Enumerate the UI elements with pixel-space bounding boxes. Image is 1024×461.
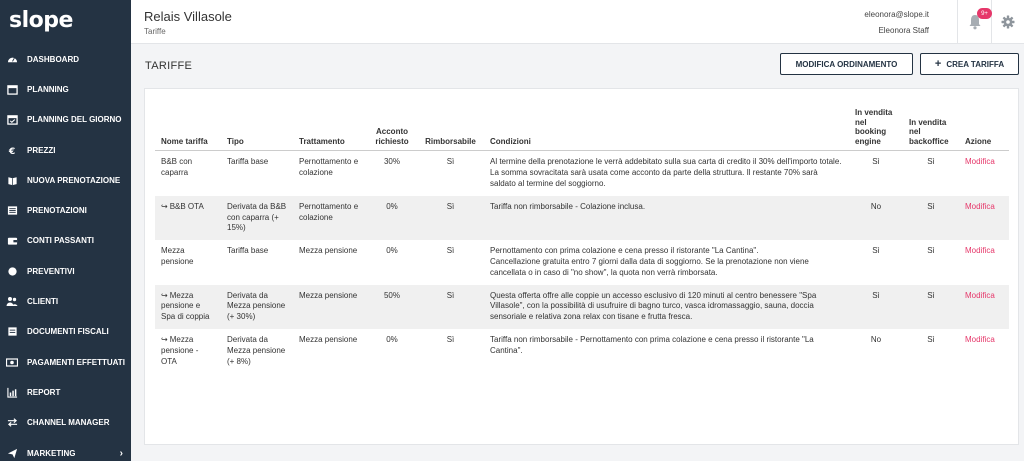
book-icon [6,174,18,186]
cell-deposit [367,196,417,240]
money-icon [6,356,18,368]
slope-logo[interactable]: slope [9,8,73,33]
rates-table-body [155,151,1009,373]
table-row [155,285,1009,329]
sidebar-item-clienti[interactable] [0,286,131,316]
condition-line: Questa offerta offre alle coppie un accesso esclusivo di 120 minuti al centro benessere "Spa Villasole", con la possibilità di usufruire di bagno turco, vasca idromassaggio, sauna, doccia sensoriale e relativa zona relax con tisane e frutta fresca. [490,290,817,322]
cell-refundable-text: Sì [446,201,455,211]
sidebar-item-planning[interactable] [0,74,131,104]
sidebar-item-channel-manager[interactable] [0,408,131,438]
col-header-refundable[interactable]: Rimborsabile [417,106,484,151]
cell-deposit-text: 50% [383,290,400,300]
cell-treatment [293,240,367,284]
cell-type-text: Tariffa base [227,246,269,256]
cell-booking-engine [849,329,903,373]
cell-deposit-text: 0% [386,246,398,256]
chart-icon [6,386,18,398]
sidebar-item-marketing[interactable] [0,438,131,461]
sidebar-item-conti-passanti[interactable] [0,226,131,256]
edit-rate-link[interactable] [959,329,1009,373]
condition-line: Tariffa non rimborsabile - Pernottamento con prima colazione e cena presso il ristorante "La Cantina". [490,334,814,355]
cell-deposit-text: 0% [386,334,398,344]
cell-booking-engine-text: Sì [872,290,880,300]
cell-type-text: Tariffa base [227,157,269,167]
col-header-deposit[interactable]: Acconto richiesto [367,106,417,151]
table-row [155,329,1009,373]
col-header-booking-engine[interactable]: In vendita nel booking engine [849,106,903,151]
cell-deposit-text: 30% [383,157,400,167]
cell-backoffice [903,151,959,196]
cell-refundable-text: Sì [446,334,455,344]
edit-rate-link[interactable] [959,285,1009,329]
cell-deposit [367,240,417,284]
table-row [155,240,1009,284]
cell-refundable [417,285,484,329]
calendar-check-icon [6,114,18,126]
sidebar-item-dashboard[interactable] [0,44,131,74]
cell-name [155,151,221,196]
col-header-action: Azione [959,106,1009,151]
edit-rate-link-text[interactable]: Modifica [965,246,995,256]
edit-rate-link-text[interactable]: Modifica [965,201,995,211]
cell-type-text: Derivata da Mezza pensione (+ 30%) [227,290,286,322]
edit-rate-link[interactable] [959,151,1009,196]
cell-backoffice-text: Sì [927,246,935,256]
cell-conditions [484,151,849,196]
cell-backoffice [903,329,959,373]
rate-name: B&B OTA [169,201,204,211]
hotel-name: Relais Villasole [144,9,232,24]
cell-type [221,285,293,329]
cell-refundable [417,196,484,240]
plus-icon: + [934,58,942,70]
table-row [155,151,1009,196]
sidebar-item-label: PLANNING DEL GIORNO [27,115,122,125]
derived-arrow-icon: ↪ [161,334,168,344]
notifications-button[interactable] [957,0,992,44]
cell-name [155,196,221,240]
document-icon [6,326,18,338]
dashboard-icon [6,53,18,65]
cell-booking-engine [849,151,903,196]
cell-refundable-text: Sì [446,290,455,300]
cell-treatment [293,285,367,329]
col-header-name[interactable]: Nome tariffa [155,106,221,151]
chevron-right-icon: › [119,447,123,459]
cell-conditions [484,240,849,284]
list-icon [6,205,18,217]
cell-backoffice-text: Sì [927,157,935,167]
edit-rate-link-text[interactable]: Modifica [965,334,995,344]
cell-treatment-text: Pernottamento e colazione [299,157,359,178]
sidebar-item-label: PAGAMENTI EFFETTUATI [27,357,125,367]
cell-conditions [484,196,849,240]
rates-table [155,106,1009,373]
sidebar-item-label: DOCUMENTI FISCALI [27,327,109,337]
sidebar-item-pagamenti-effettuati[interactable] [0,347,131,377]
cell-type [221,240,293,284]
cell-type-text: Derivata da B&B con caparra (+ 15%) [227,201,287,233]
sidebar-item-label: PLANNING [27,84,69,94]
rate-name: Mezza pensione - OTA [161,334,199,366]
sidebar-item-prezzi[interactable] [0,135,131,165]
rate-name: B&B con caparra [161,157,193,178]
cell-backoffice [903,285,959,329]
condition-line: Tariffa non rimborsabile - Colazione inclusa. [490,201,646,211]
table-header-row [155,106,1009,151]
cell-treatment [293,151,367,196]
table-row [155,196,1009,240]
cell-refundable-text: Sì [446,246,455,256]
cell-treatment-text: Mezza pensione [299,334,358,344]
condition-line: Al termine della prenotazione le verrà addebitato sulla sua carta di credito il 30% dell'importo totale. [490,157,842,167]
cell-name [155,329,221,373]
cell-treatment [293,196,367,240]
rate-name: Mezza pensione e Spa di coppia [161,290,210,322]
circle-icon [6,265,18,277]
cell-deposit [367,151,417,196]
sidebar-item-label: PREVENTIVI [27,266,75,276]
sidebar-item-prenotazioni[interactable] [0,195,131,225]
cell-treatment [293,329,367,373]
cell-refundable [417,151,484,196]
settings-button[interactable] [998,12,1018,32]
cell-booking-engine-text: Sì [872,157,880,167]
cell-conditions [484,329,849,373]
derived-arrow-icon: ↪ [161,290,168,300]
cell-type [221,151,293,196]
cell-refundable-text: Sì [446,157,455,167]
cell-deposit [367,285,417,329]
condition-line: Pernottamento con prima colazione e cena presso il ristorante "La Cantina". [490,246,759,256]
euro-icon [6,144,18,156]
top-bar [131,0,1024,44]
cell-treatment-text: Pernottamento e colazione [299,201,359,222]
sidebar-item-label: MARKETING [27,448,76,458]
sidebar-item-label: NUOVA PRENOTAZIONE [27,175,121,185]
cell-type [221,329,293,373]
sidebar-item-planning-del-giorno[interactable] [0,105,131,135]
rates-card [144,88,1019,445]
cell-type [221,196,293,240]
cell-name [155,285,221,329]
edit-rate-link[interactable] [959,196,1009,240]
edit-rate-link[interactable] [959,240,1009,284]
cell-treatment-text: Mezza pensione [299,290,358,300]
cell-backoffice [903,196,959,240]
breadcrumb: Tariffe [144,27,166,36]
create-rate-label: CREA TARIFFA [946,59,1005,69]
edit-order-label: MODIFICA ORDINAMENTO [795,59,898,69]
sidebar-item-label: PRENOTAZIONI [27,206,87,216]
cell-conditions [484,285,849,329]
sidebar-item-label: CLIENTI [27,297,59,307]
exchange-icon [6,417,18,429]
sidebar-item-documenti-fiscali[interactable] [0,317,131,347]
cell-refundable [417,329,484,373]
sidebar-item-label: CHANNEL MANAGER [27,418,110,428]
cell-booking-engine [849,285,903,329]
cell-name [155,240,221,284]
derived-arrow-icon: ↪ [161,201,168,211]
cell-backoffice-text: Sì [927,201,935,211]
notification-badge: 9+ [977,8,992,19]
col-header-backoffice[interactable]: In vendita nel backoffice [903,106,959,151]
col-header-type[interactable]: Tipo [221,106,293,151]
cell-booking-engine [849,196,903,240]
page-title: TARIFFE [145,60,193,72]
condition-line: La somma sovracitata sarà usata come acconto da parte della struttura. Il restante 70% sarà saldato al termine del soggiorno. [490,168,818,188]
col-header-treatment[interactable]: Trattamento [293,106,367,151]
edit-rate-link-text[interactable]: Modifica [965,157,995,167]
sidebar [0,0,131,461]
gear-icon [1001,15,1015,29]
sidebar-nav [0,44,131,461]
sidebar-item-preventivi[interactable] [0,256,131,286]
sidebar-item-label: PREZZI [27,145,56,155]
sidebar-item-report[interactable] [0,377,131,407]
wallet-icon [6,235,18,247]
user-email[interactable]: eleonora@slope.it [864,10,929,19]
cell-deposit-text: 0% [386,201,398,211]
cell-refundable [417,240,484,284]
create-rate-button[interactable] [920,53,1019,75]
cell-backoffice-text: Sì [927,334,935,344]
condition-line: Cancellazione gratuita entro 7 giorni dalla data di soggiorno. Se la prenotazione non viene cancellata o in caso di "no show", la quota non verrà rimborsata. [490,256,809,277]
users-icon [6,296,18,308]
cell-backoffice [903,240,959,284]
cell-booking-engine [849,240,903,284]
col-header-conditions[interactable]: Condizioni [484,106,849,151]
cell-deposit [367,329,417,373]
svg-text:€: € [8,145,15,156]
cell-treatment-text: Mezza pensione [299,246,358,256]
cell-type-text: Derivata da Mezza pensione (+ 8%) [227,334,286,366]
cell-booking-engine-text: No [870,201,882,211]
paper-plane-icon [6,447,18,459]
cell-booking-engine-text: No [870,334,882,344]
cell-booking-engine-text: Sì [872,246,880,256]
edit-order-button[interactable] [780,53,913,75]
user-name[interactable]: Eleonora Staff [878,26,929,35]
sidebar-item-label: DASHBOARD [27,54,79,64]
calendar-icon [6,83,18,95]
sidebar-item-nuova-prenotazione[interactable] [0,165,131,195]
edit-rate-link-text[interactable]: Modifica [965,290,995,300]
sidebar-item-label: REPORT [27,387,61,397]
sidebar-item-label: CONTI PASSANTI [27,236,94,246]
rate-name: Mezza pensione [161,246,194,266]
cell-backoffice-text: Sì [927,290,935,300]
